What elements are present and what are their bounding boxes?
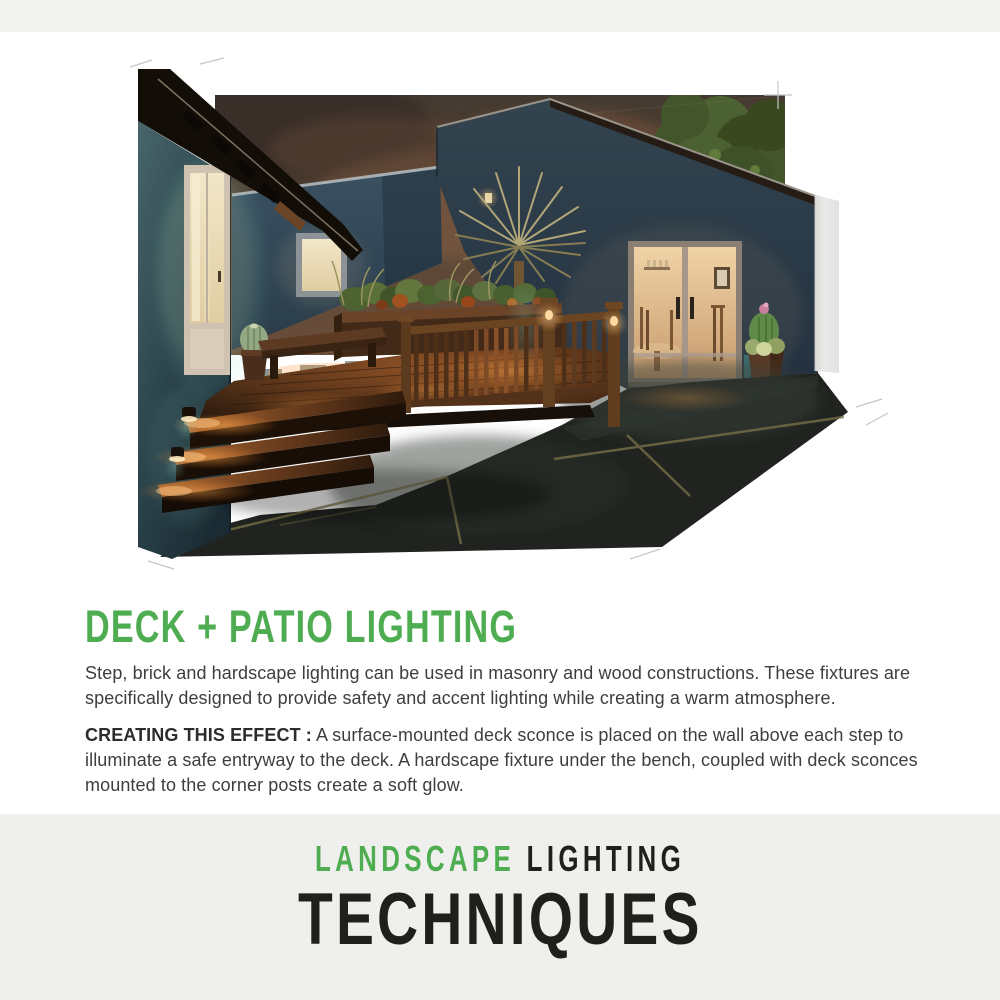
top-strip [0, 0, 1000, 32]
post-sconce-icon [610, 316, 618, 326]
page-title-text: DECK + PATIO LIGHTING [85, 601, 518, 652]
brand-line [0, 838, 1000, 879]
post-sconce-icon [545, 310, 553, 320]
scene-canvas [130, 55, 890, 595]
curtain [192, 175, 200, 321]
wall-sconce-icon [485, 193, 492, 203]
wall-shelf [644, 267, 670, 270]
deck-patio-illustration [130, 55, 890, 595]
door-handle-icon [676, 297, 680, 319]
door-stile [682, 247, 688, 378]
brand-word-landscape: LANDSCAPE [314, 838, 516, 879]
intro-paragraph: Step, brick and hardscape lighting can be used in masonry and wood constructions. These fixtures are specifically designed to provide safety and accent lighting while creating a warm atmosphere. [85, 663, 911, 708]
effect-text: A surface-mounted deck sconce is placed on the wall above each step to illuminate a safe entryway to the deck. A hardscape fixture under the bench, coupled with deck sconces mounted to the corner posts create a soft glow. [85, 725, 918, 795]
series-title-text: TECHNIQUES [297, 879, 703, 960]
effect-paragraph [85, 723, 930, 798]
cutaway-panel [815, 195, 839, 373]
door-handle-icon [690, 297, 694, 319]
brand-word-lighting: LIGHTING [526, 838, 686, 879]
description-section [85, 601, 933, 810]
effect-label: CREATING THIS EFFECT : [85, 725, 312, 745]
brand-footer [0, 814, 1000, 1000]
series-title [0, 879, 1000, 960]
door-handle-icon [218, 271, 221, 282]
page-title [85, 601, 933, 652]
door-light-pool [621, 384, 751, 412]
